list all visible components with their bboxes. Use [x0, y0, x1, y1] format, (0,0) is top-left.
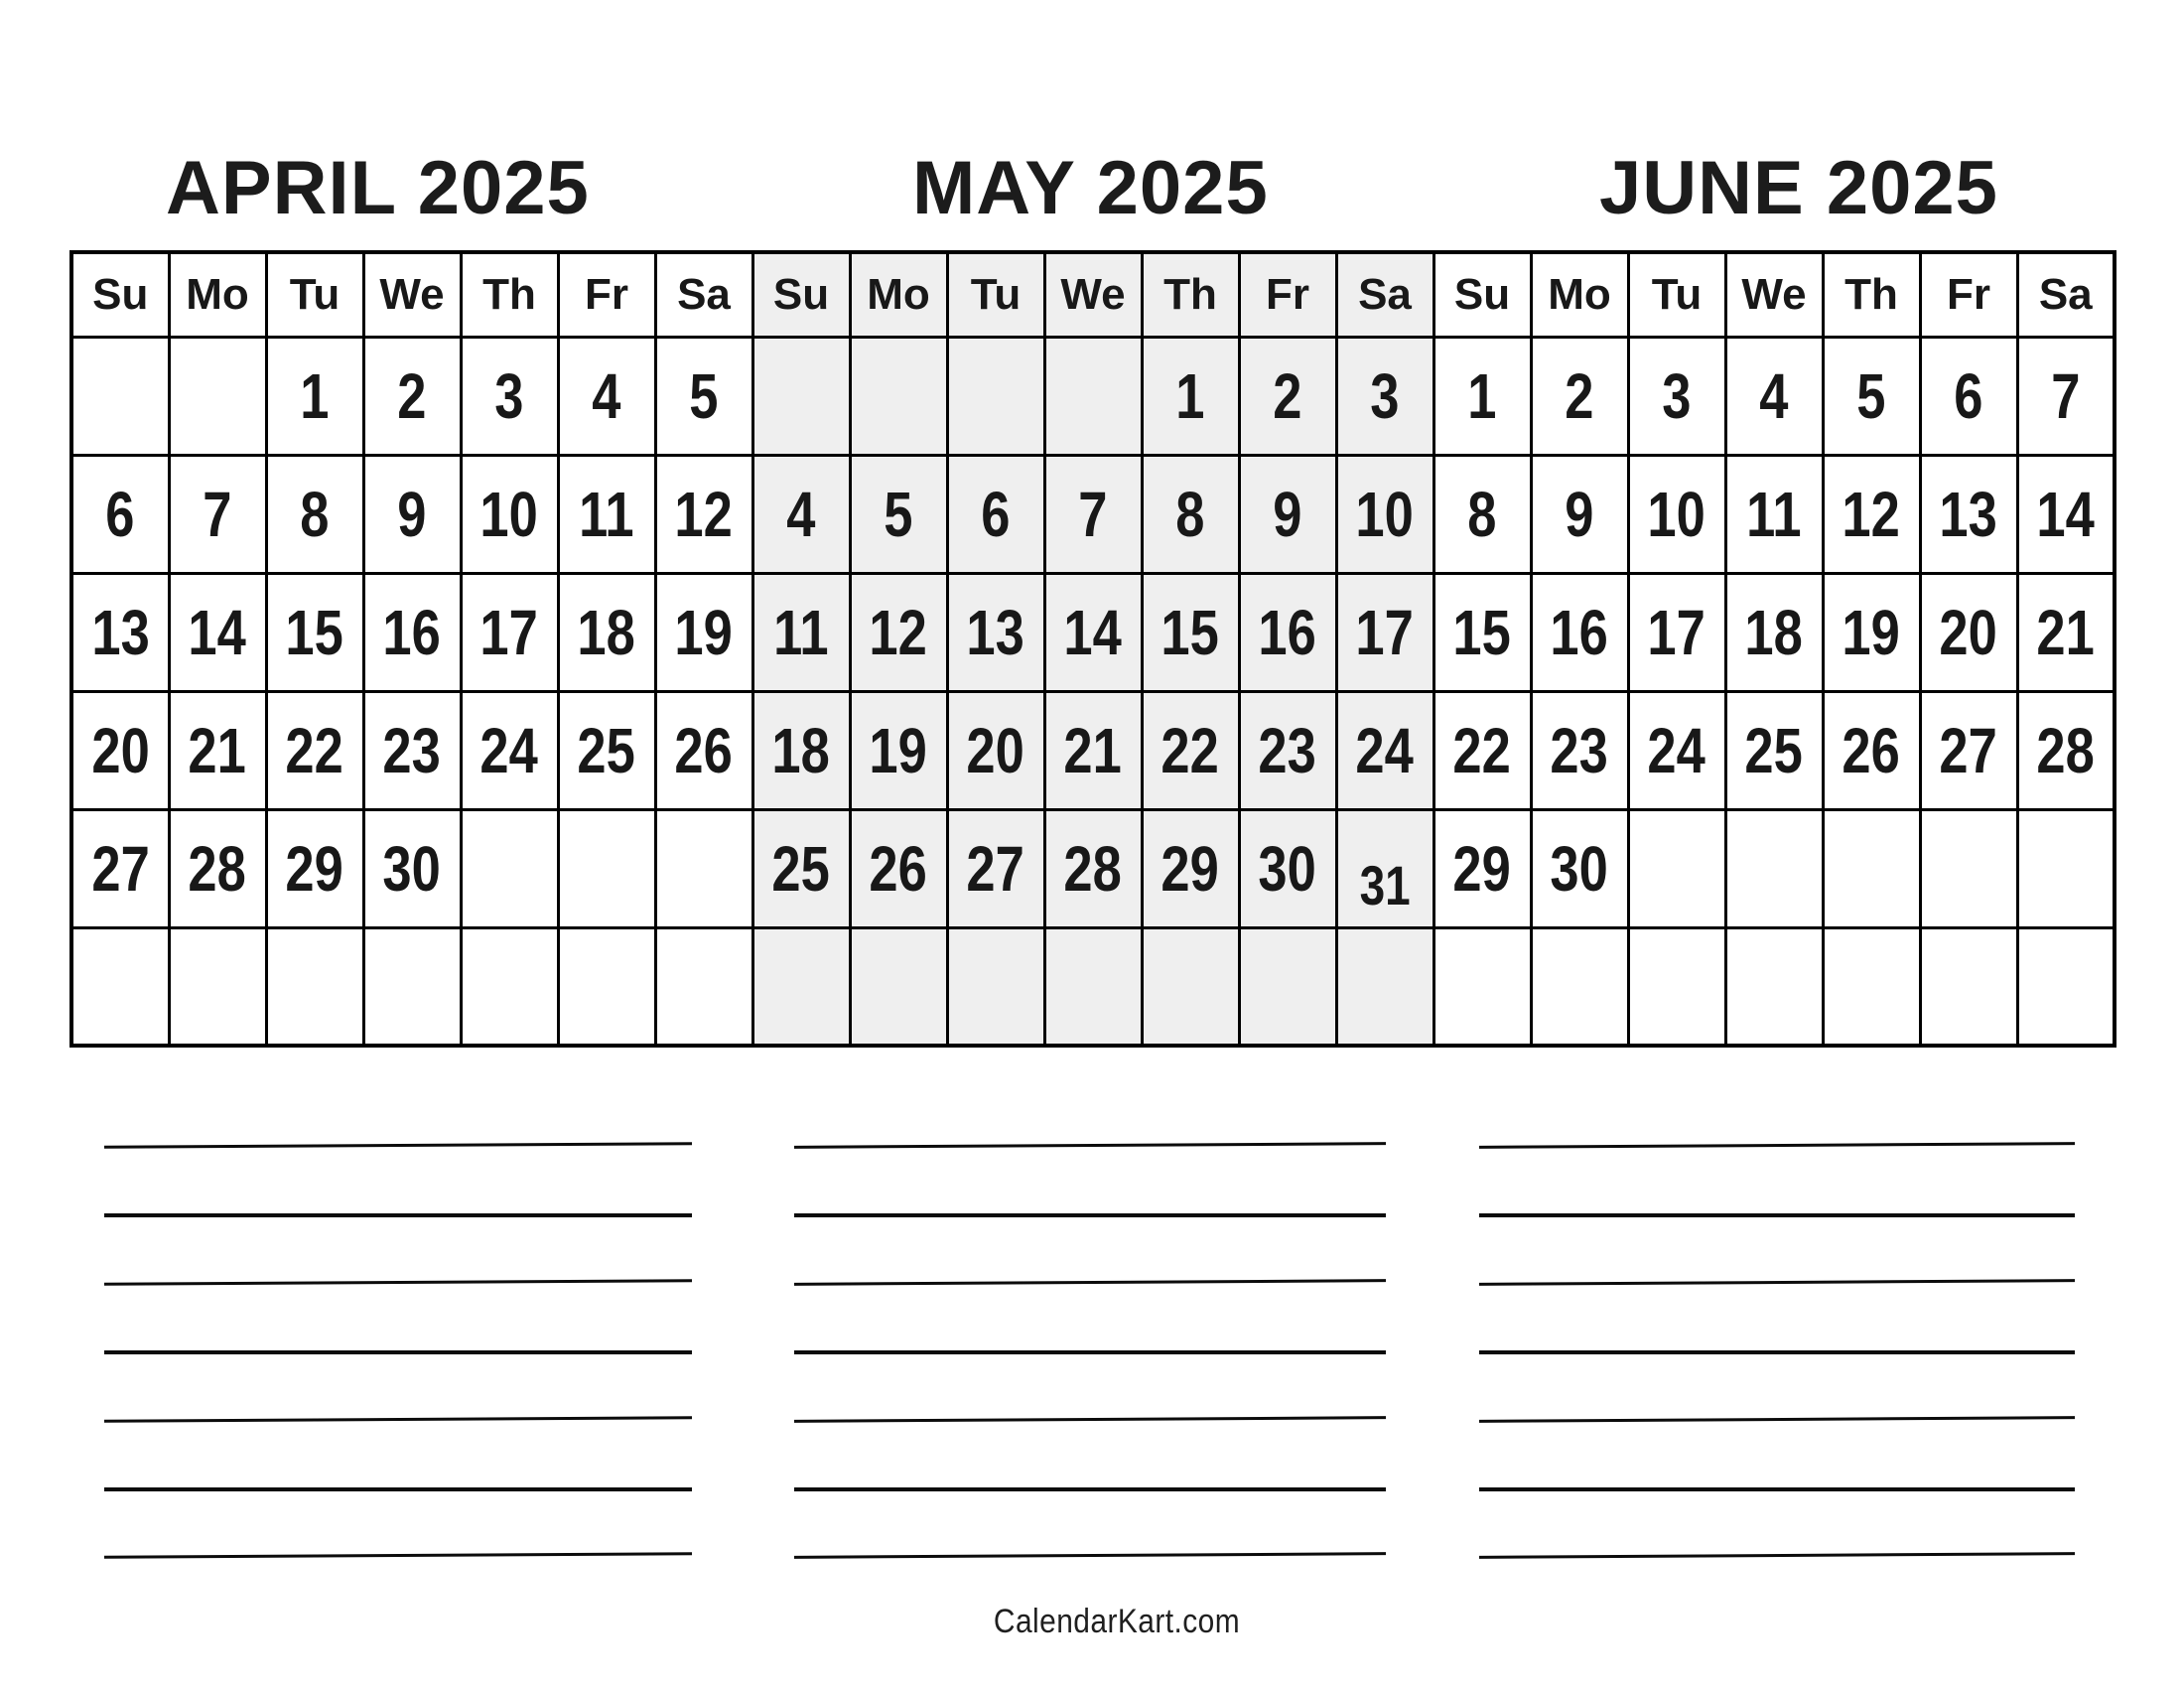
day-cell [169, 455, 266, 573]
day-number: 5 [689, 359, 719, 432]
day-number: 25 [771, 832, 831, 905]
day-cell [752, 691, 850, 809]
day-cell [266, 337, 363, 455]
day-cell [1142, 691, 1239, 809]
day-cell [850, 455, 947, 573]
day-number: 31 [1359, 853, 1411, 916]
empty-cell [1628, 927, 1725, 1046]
empty-cell [850, 927, 947, 1046]
day-cell [558, 455, 655, 573]
day-number: 24 [1647, 714, 1706, 786]
day-number: 19 [674, 596, 734, 668]
day-cell [461, 691, 558, 809]
empty-cell [363, 927, 461, 1046]
note-line [794, 1350, 1386, 1354]
day-cell [1725, 337, 1823, 455]
note-line [104, 1279, 692, 1286]
empty-cell [1725, 927, 1823, 1046]
day-cell [1239, 337, 1336, 455]
day-number: 26 [1842, 714, 1901, 786]
note-line [104, 1416, 692, 1423]
empty-cell [752, 927, 850, 1046]
day-number: 11 [773, 596, 829, 668]
day-number: 18 [577, 596, 636, 668]
note-line [794, 1552, 1386, 1559]
day-cell [655, 337, 752, 455]
day-cell [266, 691, 363, 809]
day-number: 17 [1355, 596, 1415, 668]
weekday-header: Mo [850, 252, 947, 337]
day-number: 12 [869, 596, 928, 668]
day-cell [71, 573, 169, 691]
calendar-week-row [71, 573, 2115, 691]
day-cell [1823, 455, 1920, 573]
day-cell [1433, 455, 1531, 573]
note-line [1479, 1487, 2075, 1491]
day-cell [169, 809, 266, 927]
day-cell [1628, 573, 1725, 691]
note-line [794, 1213, 1386, 1217]
day-number: 19 [869, 714, 928, 786]
empty-cell [1044, 927, 1142, 1046]
empty-cell [1823, 809, 1920, 927]
day-cell [1823, 691, 1920, 809]
day-cell [169, 691, 266, 809]
weekday-header: Su [752, 252, 850, 337]
day-cell [1336, 691, 1433, 809]
day-number: 25 [1744, 714, 1804, 786]
note-line [1479, 1416, 2075, 1423]
day-number: 2 [1273, 359, 1302, 432]
footer-brand [25, 1603, 2184, 1641]
calendar-grid [69, 250, 2116, 1048]
day-cell [1628, 691, 1725, 809]
day-number: 1 [300, 359, 330, 432]
empty-cell [655, 927, 752, 1046]
weekday-header: Mo [1531, 252, 1628, 337]
day-number: 13 [966, 596, 1025, 668]
day-cell [752, 809, 850, 927]
day-number: 10 [1355, 478, 1415, 550]
day-cell [1239, 809, 1336, 927]
weekday-header: Tu [266, 252, 363, 337]
day-number: 23 [1258, 714, 1317, 786]
day-cell [558, 691, 655, 809]
day-number: 3 [1370, 359, 1400, 432]
day-cell [1044, 691, 1142, 809]
day-cell [1142, 809, 1239, 927]
day-cell [363, 455, 461, 573]
calendar-week-row [71, 337, 2115, 455]
weekday-header: Sa [2017, 252, 2115, 337]
day-number: 4 [786, 478, 816, 550]
empty-cell [266, 927, 363, 1046]
day-cell [1725, 573, 1823, 691]
day-number: 7 [203, 478, 232, 550]
day-number: 29 [1452, 832, 1512, 905]
day-cell [363, 337, 461, 455]
empty-cell [850, 337, 947, 455]
day-number: 6 [1954, 359, 1983, 432]
day-cell [1336, 809, 1433, 927]
day-cell [1531, 573, 1628, 691]
weekday-header: Su [1433, 252, 1531, 337]
day-cell [1142, 337, 1239, 455]
day-cell [2017, 691, 2115, 809]
day-cell [1725, 691, 1823, 809]
empty-cell [461, 809, 558, 927]
day-number: 28 [1063, 832, 1123, 905]
day-cell [71, 691, 169, 809]
day-number: 17 [1647, 596, 1706, 668]
day-number: 7 [2051, 359, 2081, 432]
day-number: 2 [1565, 359, 1594, 432]
day-number: 5 [884, 478, 913, 550]
weekday-header-row [71, 252, 2115, 337]
day-number: 19 [1842, 596, 1901, 668]
day-cell [947, 809, 1044, 927]
day-number: 15 [285, 596, 344, 668]
note-line [794, 1416, 1386, 1423]
day-number: 14 [2036, 478, 2095, 550]
empty-cell [1044, 337, 1142, 455]
day-cell [1239, 455, 1336, 573]
weekday-header: Tu [1628, 252, 1725, 337]
day-number: 1 [1467, 359, 1497, 432]
note-line [794, 1487, 1386, 1491]
day-number: 28 [2036, 714, 2095, 786]
day-cell [1433, 573, 1531, 691]
day-cell [1531, 809, 1628, 927]
note-line [104, 1552, 692, 1559]
weekday-header: Fr [558, 252, 655, 337]
day-cell [1142, 455, 1239, 573]
note-line [1479, 1552, 2075, 1559]
day-cell [71, 455, 169, 573]
day-cell [1336, 573, 1433, 691]
empty-cell [752, 337, 850, 455]
day-number: 9 [397, 478, 427, 550]
day-cell [850, 691, 947, 809]
day-number: 29 [285, 832, 344, 905]
day-number: 1 [1175, 359, 1205, 432]
day-number: 27 [966, 832, 1025, 905]
day-cell [266, 573, 363, 691]
day-cell [363, 809, 461, 927]
day-number: 22 [1452, 714, 1512, 786]
day-cell [71, 809, 169, 927]
day-cell [1336, 455, 1433, 573]
day-cell [1433, 691, 1531, 809]
day-cell [558, 337, 655, 455]
footer-brand-text: CalendarKart.com [993, 1603, 1241, 1640]
day-cell [2017, 337, 2115, 455]
notes-column-june [1479, 1144, 2075, 1571]
month-title-june: JUNE 2025 [1599, 146, 1998, 230]
empty-cell [71, 927, 169, 1046]
day-cell [363, 691, 461, 809]
day-number: 15 [1160, 596, 1220, 668]
note-line [104, 1142, 692, 1149]
day-number: 7 [1078, 478, 1108, 550]
day-number: 11 [579, 478, 634, 550]
note-line [794, 1279, 1386, 1286]
note-line [1479, 1142, 2075, 1149]
note-line [1479, 1279, 2075, 1286]
day-cell [558, 573, 655, 691]
calendar-week-row [71, 809, 2115, 927]
empty-cell [1628, 809, 1725, 927]
day-number: 20 [966, 714, 1025, 786]
calendar-body [71, 337, 2115, 1046]
day-cell [461, 573, 558, 691]
day-number: 8 [1467, 478, 1497, 550]
day-number: 20 [1939, 596, 1998, 668]
notes-column-may [794, 1144, 1386, 1571]
weekday-header-row [71, 252, 2115, 337]
day-number: 30 [1258, 832, 1317, 905]
day-cell [266, 809, 363, 927]
day-number: 16 [1550, 596, 1609, 668]
calendar-week-row [71, 927, 2115, 1046]
day-number: 6 [981, 478, 1011, 550]
day-number: 13 [1939, 478, 1998, 550]
day-number: 27 [1939, 714, 1998, 786]
day-number: 17 [479, 596, 539, 668]
day-cell [1823, 337, 1920, 455]
day-number: 22 [1160, 714, 1220, 786]
empty-cell [558, 809, 655, 927]
empty-cell [1433, 927, 1531, 1046]
day-cell [655, 573, 752, 691]
note-line [1479, 1213, 2075, 1217]
day-number: 24 [479, 714, 539, 786]
month-title-may: MAY 2025 [912, 146, 1269, 230]
empty-cell [169, 927, 266, 1046]
day-number: 21 [188, 714, 247, 786]
day-cell [1044, 455, 1142, 573]
day-cell [1239, 691, 1336, 809]
notes-column-april [104, 1144, 692, 1571]
day-cell [169, 573, 266, 691]
empty-cell [947, 337, 1044, 455]
weekday-header: Th [1823, 252, 1920, 337]
note-line [794, 1142, 1386, 1149]
day-cell [1628, 455, 1725, 573]
day-cell [752, 573, 850, 691]
day-cell [2017, 573, 2115, 691]
day-number: 6 [105, 478, 135, 550]
day-cell [1531, 691, 1628, 809]
day-cell [1920, 691, 2017, 809]
day-number: 4 [592, 359, 621, 432]
day-number: 27 [91, 832, 150, 905]
day-cell [2017, 455, 2115, 573]
day-cell [947, 455, 1044, 573]
day-number: 3 [494, 359, 524, 432]
day-number: 2 [397, 359, 427, 432]
empty-cell [1823, 927, 1920, 1046]
weekday-header: Th [461, 252, 558, 337]
empty-cell [2017, 809, 2115, 927]
day-number: 26 [869, 832, 928, 905]
day-cell [850, 573, 947, 691]
day-number: 18 [1744, 596, 1804, 668]
day-number: 11 [1746, 478, 1802, 550]
day-cell [1044, 573, 1142, 691]
weekday-header: Fr [1239, 252, 1336, 337]
day-cell [1531, 337, 1628, 455]
day-number: 16 [382, 596, 442, 668]
day-cell [1531, 455, 1628, 573]
calendar-week-row [71, 455, 2115, 573]
weekday-header: We [363, 252, 461, 337]
day-number: 26 [674, 714, 734, 786]
day-cell [947, 691, 1044, 809]
day-number: 21 [1063, 714, 1123, 786]
day-cell [655, 455, 752, 573]
day-number: 4 [1759, 359, 1789, 432]
day-number: 24 [1355, 714, 1415, 786]
empty-cell [947, 927, 1044, 1046]
day-cell [1336, 337, 1433, 455]
day-number: 9 [1565, 478, 1594, 550]
day-number: 30 [1550, 832, 1609, 905]
day-cell [461, 337, 558, 455]
day-cell [850, 809, 947, 927]
day-number: 14 [188, 596, 247, 668]
note-line [104, 1487, 692, 1491]
day-number: 16 [1258, 596, 1317, 668]
day-number: 5 [1856, 359, 1886, 432]
day-number: 23 [382, 714, 442, 786]
empty-cell [1142, 927, 1239, 1046]
day-number: 12 [1842, 478, 1901, 550]
day-cell [1920, 573, 2017, 691]
weekday-header: Sa [655, 252, 752, 337]
calendar-week-row [71, 691, 2115, 809]
weekday-header: Su [71, 252, 169, 337]
empty-cell [461, 927, 558, 1046]
day-number: 22 [285, 714, 344, 786]
day-number: 14 [1063, 596, 1123, 668]
day-number: 3 [1662, 359, 1692, 432]
day-cell [1628, 337, 1725, 455]
day-cell [266, 455, 363, 573]
weekday-header: Fr [1920, 252, 2017, 337]
note-line [1479, 1350, 2075, 1354]
empty-cell [1725, 809, 1823, 927]
weekday-header: Th [1142, 252, 1239, 337]
empty-cell [2017, 927, 2115, 1046]
weekday-header: Sa [1336, 252, 1433, 337]
day-cell [1142, 573, 1239, 691]
empty-cell [1239, 927, 1336, 1046]
day-number: 23 [1550, 714, 1609, 786]
empty-cell [1336, 927, 1433, 1046]
weekday-header: We [1044, 252, 1142, 337]
day-cell [461, 455, 558, 573]
day-cell [363, 573, 461, 691]
day-number: 18 [771, 714, 831, 786]
day-number: 10 [1647, 478, 1706, 550]
day-cell [947, 573, 1044, 691]
month-title-april: APRIL 2025 [166, 146, 590, 230]
day-cell [1044, 809, 1142, 927]
empty-cell [655, 809, 752, 927]
empty-cell [1920, 809, 2017, 927]
day-cell [655, 691, 752, 809]
day-cell [1239, 573, 1336, 691]
day-cell [1920, 337, 2017, 455]
day-number: 30 [382, 832, 442, 905]
empty-cell [1531, 927, 1628, 1046]
empty-cell [169, 337, 266, 455]
day-number: 25 [577, 714, 636, 786]
day-number: 29 [1160, 832, 1220, 905]
weekday-header: We [1725, 252, 1823, 337]
weekday-header: Mo [169, 252, 266, 337]
day-number: 8 [300, 478, 330, 550]
day-number: 21 [2036, 596, 2095, 668]
day-cell [1433, 337, 1531, 455]
note-line [104, 1213, 692, 1217]
day-number: 8 [1175, 478, 1205, 550]
day-cell [1433, 809, 1531, 927]
day-number: 20 [91, 714, 150, 786]
empty-cell [71, 337, 169, 455]
day-number: 12 [674, 478, 734, 550]
day-cell [1920, 455, 2017, 573]
empty-cell [558, 927, 655, 1046]
day-cell [1725, 455, 1823, 573]
empty-cell [1920, 927, 2017, 1046]
day-number: 28 [188, 832, 247, 905]
day-cell [752, 455, 850, 573]
weekday-header: Tu [947, 252, 1044, 337]
day-cell [1823, 573, 1920, 691]
day-number: 10 [479, 478, 539, 550]
note-line [104, 1350, 692, 1354]
day-number: 13 [91, 596, 150, 668]
day-number: 9 [1273, 478, 1302, 550]
day-number: 15 [1452, 596, 1512, 668]
